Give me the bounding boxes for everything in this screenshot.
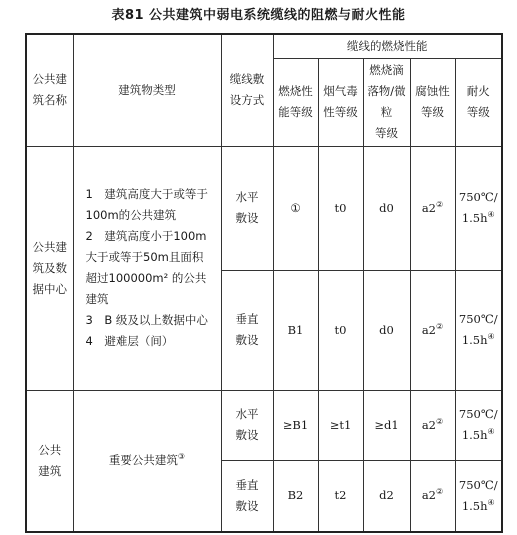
flame-rating: B2 bbox=[273, 460, 318, 532]
laying-method: 水平 敷设 bbox=[221, 146, 273, 270]
table-title: 表81 公共建筑中弱电系统缆线的阻燃与耐火性能 bbox=[111, 8, 406, 23]
smoke-rating: t2 bbox=[318, 460, 363, 532]
corrosion-rating: a2② bbox=[410, 146, 455, 270]
group-name: 公共 建筑 bbox=[26, 390, 73, 532]
group-name: 公共建 筑及数 据中心 bbox=[26, 146, 73, 390]
footnote-mark: ④ bbox=[487, 210, 495, 220]
header-row-1 bbox=[26, 34, 502, 58]
header-dripping: 燃烧滴 落物/微粒 等级 bbox=[363, 58, 410, 146]
header-corrosion: 腐蚀性 等级 bbox=[410, 58, 455, 146]
flame-rating: ① bbox=[273, 146, 318, 270]
list-item: 2 建筑高度小于100m大于或等于50m且面积超过100000m² 的公共建筑 bbox=[85, 229, 207, 306]
header-laying-method: 缆线敷 设方式 bbox=[221, 34, 273, 146]
header-flame-rating: 燃烧性 能等级 bbox=[273, 58, 318, 146]
cable-performance-table bbox=[25, 33, 503, 533]
fire-rating: 750℃/ 1.5h④ bbox=[455, 146, 502, 270]
flame-rating: ≥B1 bbox=[273, 390, 318, 460]
corrosion-rating: a2② bbox=[410, 460, 455, 532]
laying-method: 水平 敷设 bbox=[221, 390, 273, 460]
drip-rating: d0 bbox=[363, 270, 410, 390]
footnote-mark: ② bbox=[436, 416, 444, 426]
corrosion-rating: a2② bbox=[410, 270, 455, 390]
list-item: 3 B 级及以上数据中心 bbox=[85, 313, 208, 327]
smoke-rating: t0 bbox=[318, 146, 363, 270]
smoke-rating: ≥t1 bbox=[318, 390, 363, 460]
footnote-mark: ② bbox=[436, 487, 444, 497]
flame-rating: B1 bbox=[273, 270, 318, 390]
building-type-list bbox=[73, 146, 221, 390]
drip-rating: ≥d1 bbox=[363, 390, 410, 460]
drip-rating: d2 bbox=[363, 460, 410, 532]
smoke-rating: t0 bbox=[318, 270, 363, 390]
list-item: 4 避难层（间） bbox=[85, 334, 174, 348]
footnote-mark: ④ bbox=[487, 427, 495, 437]
header-building-name: 公共建 筑名称 bbox=[26, 34, 73, 146]
header-smoke-toxicity: 烟气毒 性等级 bbox=[318, 58, 363, 146]
header-combustion-group: 缆线的燃烧性能 bbox=[273, 34, 502, 58]
list-item: 1 建筑高度大于或等于100m的公共建筑 bbox=[85, 187, 208, 222]
fire-rating: 750℃/ 1.5h④ bbox=[455, 460, 502, 532]
footnote-mark: ④ bbox=[487, 497, 495, 507]
header-building-type: 建筑物类型 bbox=[73, 34, 221, 146]
footnote-mark: ③ bbox=[177, 452, 186, 462]
footnote-mark: ② bbox=[436, 199, 444, 209]
fire-rating: 750℃/ 1.5h④ bbox=[455, 270, 502, 390]
header-fire-resistance: 耐火 等级 bbox=[455, 58, 502, 146]
corrosion-rating: a2② bbox=[410, 390, 455, 460]
laying-method: 垂直 敷设 bbox=[221, 270, 273, 390]
drip-rating: d0 bbox=[363, 146, 410, 270]
building-type-cell: 重要公共建筑③ bbox=[73, 390, 221, 532]
footnote-mark: ④ bbox=[487, 332, 495, 342]
footnote-mark: ② bbox=[436, 321, 444, 331]
table-row bbox=[26, 390, 502, 460]
fire-rating: 750℃/ 1.5h④ bbox=[455, 390, 502, 460]
table-row bbox=[26, 146, 502, 270]
laying-method: 垂直 敷设 bbox=[221, 460, 273, 532]
